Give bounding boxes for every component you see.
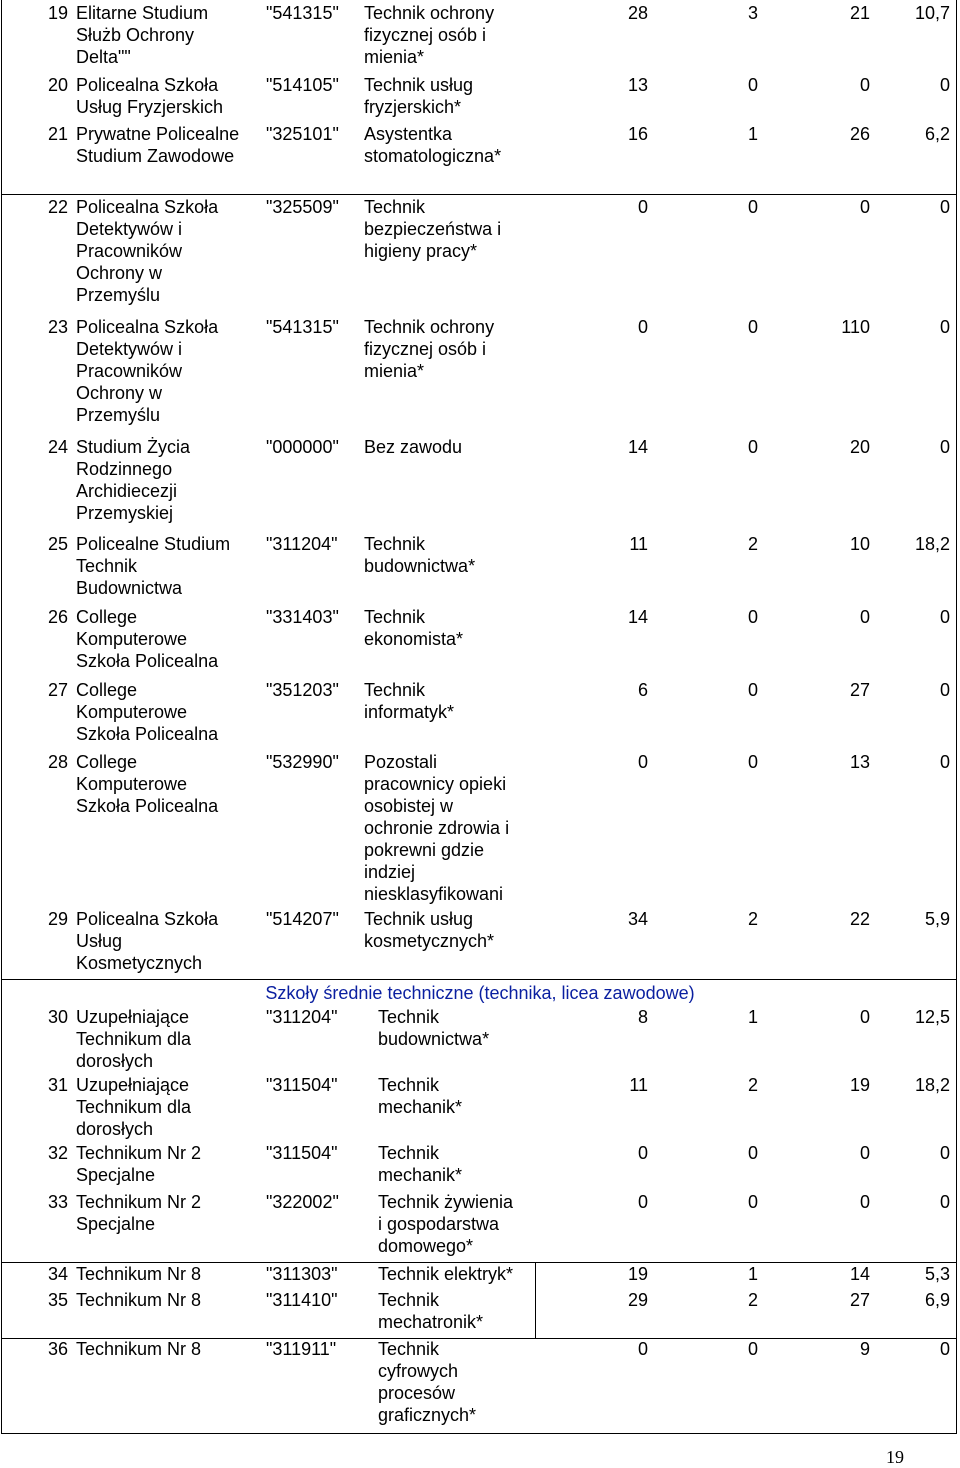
value-col-4: 0	[939, 437, 950, 457]
profession-name-line: bezpieczeństwa i	[364, 219, 502, 239]
school-name-line: Uzupełniające	[76, 1007, 190, 1027]
school-name-line: Usług	[76, 931, 123, 951]
value-col-1: 14	[627, 437, 648, 457]
value-col-2: 0	[747, 1192, 758, 1212]
row-number: 36	[47, 1339, 68, 1359]
value-col-2: 3	[747, 3, 758, 23]
value-col-4: 18,2	[914, 1075, 950, 1095]
school-name-line: Pracowników	[76, 241, 183, 261]
profession-name-line: pokrewni gdzie	[364, 840, 485, 860]
value-col-3: 10	[849, 534, 870, 554]
profession-name-line: indziej	[364, 862, 416, 882]
value-col-2: 0	[747, 607, 758, 627]
value-col-1: 14	[627, 607, 648, 627]
school-name-line: Przemyślu	[76, 405, 161, 425]
school-name-line: Delta""	[76, 47, 131, 67]
profession-name-line: osobistej w	[364, 796, 454, 816]
school-name-line: Rodzinnego	[76, 459, 173, 479]
profession-name-line: Bez zawodu	[364, 437, 463, 457]
school-name-line: Policealna Szkoła	[76, 909, 219, 929]
profession-name-line: procesów	[378, 1383, 456, 1403]
profession-code: "514207"	[266, 909, 339, 929]
value-col-4: 0	[939, 1192, 950, 1212]
value-col-3: 110	[841, 317, 870, 337]
profession-code: "325101"	[266, 124, 339, 144]
value-col-2: 0	[747, 752, 758, 772]
value-col-4: 12,5	[914, 1007, 950, 1027]
value-col-4: 0	[939, 1339, 950, 1359]
value-col-3: 21	[849, 3, 870, 23]
school-name-line: Policealna Szkoła	[76, 317, 219, 337]
value-col-3: 0	[859, 607, 870, 627]
value-col-4: 5,9	[924, 909, 950, 929]
profession-name-line: Technik	[364, 607, 426, 627]
school-name-line: Usług Fryzjerskich	[76, 97, 224, 117]
value-col-1: 19	[627, 1264, 648, 1284]
page-number: 19	[886, 1447, 904, 1467]
value-col-2: 0	[747, 317, 758, 337]
row-number: 30	[47, 1007, 68, 1027]
profession-name-line: Technik usług	[364, 909, 474, 929]
value-col-3: 0	[859, 1192, 870, 1212]
profession-code: "532990"	[266, 752, 339, 772]
row-number: 31	[47, 1075, 68, 1095]
row-divider	[1, 979, 957, 980]
school-name-line: Studium Zawodowe	[76, 146, 235, 166]
value-col-2: 0	[747, 1339, 758, 1359]
school-name-line: Policealna Szkoła	[76, 197, 219, 217]
value-col-1: 16	[627, 124, 648, 144]
school-name-line: Szkoła Policealna	[76, 651, 219, 671]
school-name-line: Technikum dla	[76, 1029, 192, 1049]
row-number: 33	[47, 1192, 68, 1212]
profession-name-line: Technik usług	[364, 75, 474, 95]
value-col-1: 6	[637, 680, 648, 700]
row-number: 34	[47, 1264, 68, 1284]
school-name-line: College	[76, 680, 138, 700]
value-col-4: 0	[939, 1143, 950, 1163]
school-name-line: Specjalne	[76, 1214, 156, 1234]
value-col-3: 27	[849, 1290, 870, 1310]
school-name-line: Przemyślu	[76, 285, 161, 305]
profession-name-line: budownictwa*	[364, 556, 476, 576]
profession-code: "311303"	[266, 1264, 338, 1284]
value-col-3: 0	[859, 1143, 870, 1163]
value-col-3: 19	[849, 1075, 870, 1095]
profession-name-line: Technik	[364, 680, 426, 700]
profession-name-line: Technik	[378, 1290, 440, 1310]
school-name-line: dorosłych	[76, 1051, 154, 1071]
school-name-line: Budownictwa	[76, 578, 183, 598]
value-col-2: 0	[747, 1143, 758, 1163]
value-col-2: 1	[747, 124, 758, 144]
profession-code: "514105"	[266, 75, 339, 95]
profession-code: "331403"	[266, 607, 339, 627]
value-col-4: 6,9	[924, 1290, 950, 1310]
school-name-line: Studium Życia	[76, 437, 191, 457]
school-name-line: Archidiecezji	[76, 481, 178, 501]
school-name-line: Kosmetycznych	[76, 953, 203, 973]
school-name-line: College	[76, 752, 138, 772]
value-col-3: 26	[849, 124, 870, 144]
school-name-line: Technikum Nr 8	[76, 1264, 202, 1284]
value-col-3: 9	[859, 1339, 870, 1359]
value-col-1: 29	[627, 1290, 648, 1310]
profession-name-line: mechatronik*	[378, 1312, 484, 1332]
value-col-1: 11	[629, 1075, 648, 1095]
profession-name-line: fizycznej osób i	[364, 339, 487, 359]
profession-name-line: Technik	[378, 1339, 440, 1359]
row-number: 32	[47, 1143, 68, 1163]
value-col-1: 0	[637, 317, 648, 337]
school-name-line: Technikum Nr 2	[76, 1192, 202, 1212]
school-name-line: Technikum dla	[76, 1097, 192, 1117]
value-col-4: 0	[939, 752, 950, 772]
profession-name-line: cyfrowych	[378, 1361, 459, 1381]
row-number: 27	[47, 680, 68, 700]
value-col-1: 0	[637, 1192, 648, 1212]
profession-name-line: pracownicy opieki	[364, 774, 507, 794]
value-col-3: 0	[859, 1007, 870, 1027]
value-col-2: 0	[747, 197, 758, 217]
profession-name-line: stomatologiczna*	[364, 146, 502, 166]
school-name-line: Technikum Nr 8	[76, 1339, 202, 1359]
profession-name-line: mechanik*	[378, 1097, 463, 1117]
school-name-line: Szkoła Policealna	[76, 724, 219, 744]
school-name-line: Komputerowe	[76, 629, 188, 649]
value-col-4: 5,3	[924, 1264, 950, 1284]
profession-code: "311204"	[266, 534, 338, 554]
profession-code: "541315"	[266, 317, 339, 337]
profession-code: "000000"	[266, 437, 339, 457]
value-col-3: 22	[849, 909, 870, 929]
profession-code: "351203"	[266, 680, 339, 700]
row-number: 28	[47, 752, 68, 772]
value-col-4: 0	[939, 317, 950, 337]
value-col-2: 0	[747, 437, 758, 457]
profession-name-line: graficznych*	[378, 1405, 477, 1425]
profession-code: "325509"	[266, 197, 339, 217]
profession-name-line: Technik żywienia	[378, 1192, 514, 1212]
value-col-2: 2	[747, 1290, 758, 1310]
value-col-1: 8	[637, 1007, 648, 1027]
value-col-1: 0	[637, 752, 648, 772]
profession-code: "311410"	[266, 1290, 338, 1310]
row-number: 23	[47, 317, 68, 337]
profession-name-line: mienia*	[364, 47, 425, 67]
school-name-line: Technikum Nr 8	[76, 1290, 202, 1310]
profession-name-line: domowego*	[378, 1236, 474, 1256]
row-divider	[1, 194, 957, 195]
profession-name-line: Technik ochrony	[364, 317, 495, 337]
school-name-line: Elitarne Studium	[76, 3, 209, 23]
profession-name-line: budownictwa*	[378, 1029, 490, 1049]
value-col-1: 28	[627, 3, 648, 23]
profession-name-line: ochronie zdrowia i	[364, 818, 510, 838]
profession-name-line: kosmetycznych*	[364, 931, 495, 951]
profession-code: "311911"	[266, 1339, 337, 1359]
profession-name-line: ekonomista*	[364, 629, 464, 649]
profession-name-line: Technik	[364, 197, 426, 217]
profession-name-line: mechanik*	[378, 1165, 463, 1185]
profession-name-line: mienia*	[364, 361, 425, 381]
value-col-4: 10,7	[914, 3, 950, 23]
value-col-3: 27	[849, 680, 870, 700]
row-number: 25	[47, 534, 68, 554]
value-col-4: 0	[939, 680, 950, 700]
profession-code: "311204"	[266, 1007, 338, 1027]
school-name-line: Detektywów i	[76, 219, 183, 239]
value-col-2: 0	[747, 75, 758, 95]
school-name-line: Ochrony w	[76, 263, 163, 283]
row-number: 20	[47, 75, 68, 95]
value-col-3: 0	[859, 75, 870, 95]
value-col-4: 6,2	[924, 124, 950, 144]
profession-code: "311504"	[266, 1075, 338, 1095]
school-name-line: Komputerowe	[76, 702, 188, 722]
profession-name-line: niesklasyfikowani	[364, 884, 504, 904]
school-name-line: dorosłych	[76, 1119, 154, 1139]
value-col-2: 2	[747, 909, 758, 929]
school-name-line: College	[76, 607, 138, 627]
profession-name-line: Technik	[378, 1075, 440, 1095]
school-name-line: Szkoła Policealna	[76, 796, 219, 816]
value-col-3: 0	[859, 197, 870, 217]
profession-code: "322002"	[266, 1192, 339, 1212]
profession-name-line: Pozostali	[364, 752, 438, 772]
profession-name-line: fryzjerskich*	[364, 97, 462, 117]
profession-code: "311504"	[266, 1143, 338, 1163]
value-col-4: 0	[939, 607, 950, 627]
school-name-line: Pracowników	[76, 361, 183, 381]
school-name-line: Specjalne	[76, 1165, 156, 1185]
profession-name-line: informatyk*	[364, 702, 455, 722]
profession-name-line: Technik elektryk*	[378, 1264, 514, 1284]
value-col-1: 13	[627, 75, 648, 95]
value-col-3: 14	[849, 1264, 870, 1284]
value-col-2: 1	[747, 1264, 758, 1284]
value-col-2: 2	[747, 1075, 758, 1095]
profession-name-line: Technik	[378, 1007, 440, 1027]
value-col-4: 0	[939, 75, 950, 95]
row-number: 26	[47, 607, 68, 627]
value-col-2: 2	[747, 534, 758, 554]
profession-name-line: higieny pracy*	[364, 241, 478, 261]
value-col-3: 13	[849, 752, 870, 772]
row-number: 21	[47, 124, 68, 144]
value-col-4: 0	[939, 197, 950, 217]
section-heading: Szkoły średnie techniczne (technika, licea zawodowe)	[265, 983, 695, 1003]
profession-code: "541315"	[266, 3, 339, 23]
school-name-line: Technikum Nr 2	[76, 1143, 202, 1163]
value-col-4: 18,2	[914, 534, 950, 554]
value-col-1: 0	[637, 1339, 648, 1359]
row-number: 22	[47, 197, 68, 217]
school-name-line: Detektywów i	[76, 339, 183, 359]
school-name-line: Policealne Studium	[76, 534, 231, 554]
profession-name-line: Technik	[364, 534, 426, 554]
profession-name-line: fizycznej osób i	[364, 25, 487, 45]
profession-name-line: Technik ochrony	[364, 3, 495, 23]
profession-name-line: Technik	[378, 1143, 440, 1163]
row-number: 24	[47, 437, 68, 457]
value-col-2: 0	[747, 680, 758, 700]
school-name-line: Służb Ochrony	[76, 25, 195, 45]
value-col-3: 20	[849, 437, 870, 457]
value-col-1: 0	[637, 1143, 648, 1163]
value-col-1: 0	[637, 197, 648, 217]
row-number: 29	[47, 909, 68, 929]
row-number: 19	[47, 3, 68, 23]
value-col-1: 34	[627, 909, 648, 929]
value-col-2: 1	[747, 1007, 758, 1027]
school-name-line: Prywatne Policealne	[76, 124, 240, 144]
school-name-line: Uzupełniające	[76, 1075, 190, 1095]
school-name-line: Ochrony w	[76, 383, 163, 403]
row-number: 35	[47, 1290, 68, 1310]
school-name-line: Technik	[76, 556, 138, 576]
school-name-line: Przemyskiej	[76, 503, 174, 523]
profession-name-line: Asystentka	[364, 124, 453, 144]
school-name-line: Policealna Szkoła	[76, 75, 219, 95]
profession-name-line: i gospodarstwa	[378, 1214, 500, 1234]
value-col-1: 11	[629, 534, 648, 554]
school-name-line: Komputerowe	[76, 774, 188, 794]
